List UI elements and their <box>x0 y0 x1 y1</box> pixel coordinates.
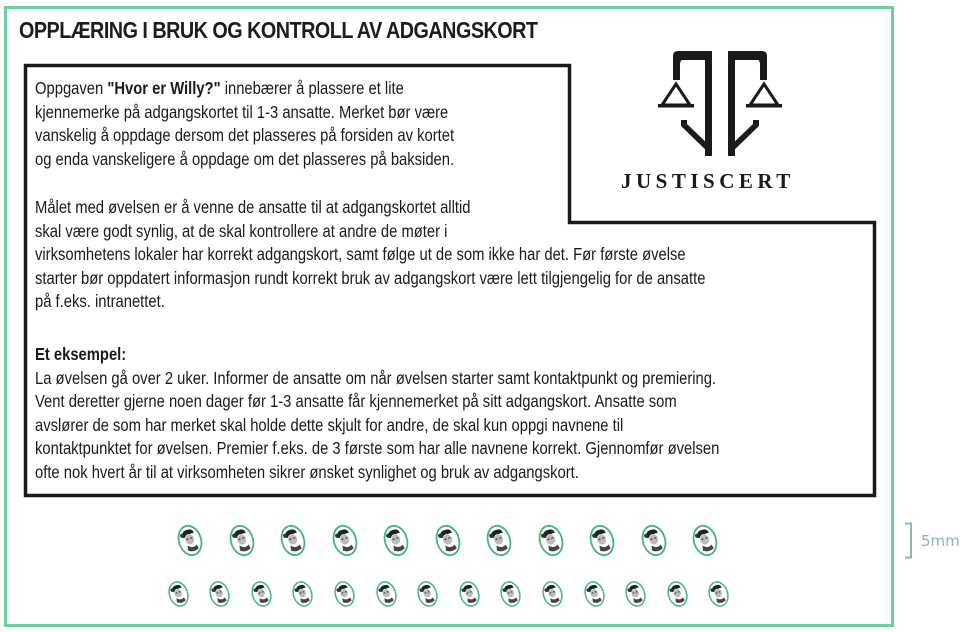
example-line: Vent deretter gjerne noen dager før 1-3 ansatte får kjennemerket på sitt adgangskort. Ansatte som <box>35 391 677 411</box>
willy-sticker-icon <box>458 579 481 609</box>
willy-sticker-icon <box>416 579 439 609</box>
intro-line: vanskelig å oppdage dersom det plasseres på forsiden av kortet <box>35 125 455 145</box>
intro-paragraph <box>35 77 454 171</box>
willy-sticker-icon <box>583 579 606 609</box>
intro-line: kjennemerke på adgangskortet til 1-3 ansatte. Merket bør være <box>35 101 449 122</box>
willy-sticker-icon <box>375 579 398 609</box>
willy-sticker-icon <box>541 579 564 609</box>
willy-sticker-icon <box>537 522 565 559</box>
goal-paragraph <box>35 196 705 314</box>
willy-sticker-icon <box>167 579 190 609</box>
willy-sticker-icon <box>208 579 231 609</box>
willy-sticker-icon <box>382 522 410 559</box>
intro-line: Oppgaven "Hvor er Willy?" innebærer å plassere et lite <box>35 78 404 98</box>
willy-sticker-icon <box>640 522 668 559</box>
willy-sticker-icon <box>228 522 256 559</box>
willy-sticker-icon <box>250 579 273 609</box>
goal-line: skal være godt synlig, at de skal kontrollere at andre de møter i <box>35 220 448 241</box>
willy-sticker-icon <box>331 522 359 559</box>
goal-line: på f.eks. intranettet. <box>35 291 165 311</box>
willy-sticker-icon <box>176 522 204 559</box>
example-paragraph <box>35 343 719 484</box>
willy-sticker-icon <box>691 522 719 559</box>
bracket-icon <box>904 522 916 560</box>
example-line: avslører de som har merket skal holde dette skjult for andre, de skal kun oppgi navnene til <box>35 414 624 435</box>
example-heading: Et eksempel: <box>35 344 127 364</box>
willy-sticker-icon <box>624 579 647 609</box>
willy-sticker-icon <box>499 579 522 609</box>
goal-line: starter bør oppdatert informasjon rundt korrekt bruk av adgangskort være lett tilgjengelig for de ansatte <box>35 267 706 288</box>
willy-sticker-icon <box>666 579 689 609</box>
goal-line: Målet med øvelsen er å venne de ansatte til at adgangskortet alltid <box>35 197 471 217</box>
page-title: OPPLÆRING I BRUK OG KONTROLL AV ADGANGSKORT <box>19 17 538 43</box>
intro-line: og enda vanskeligere å oppdage om det plasseres på baksiden. <box>35 148 455 169</box>
willy-sticker-icon <box>588 522 616 559</box>
willy-sticker-icon <box>291 579 314 609</box>
willy-sticker-icon <box>707 579 730 609</box>
example-line: ofte nok hvert år til at virksomheten sikrer ønsket synlighet og bruk av adgangskort. <box>35 461 579 482</box>
measure-label: 5mm <box>921 532 960 550</box>
brand-name: JUSTISCERT <box>621 169 795 193</box>
example-line: La øvelsen gå over 2 uker. Informer de ansatte om når øvelsen starter samt kontaktpunkt og premiering. <box>35 367 717 388</box>
willy-sticker-icon <box>279 522 307 559</box>
example-line: kontaktpunktet for øvelsen. Premier f.eks. de 3 første som har alle navnene korrekt. Gjennomfør øvelsen <box>35 438 720 458</box>
willy-sticker-icon <box>434 522 462 559</box>
goal-line: virksomhetens lokaler har korrekt adgangskort, samt følge ut de som ikke har det. Før første øvelse <box>35 244 686 264</box>
willy-sticker-icon <box>485 522 513 559</box>
task-name: "Hvor er Willy?" <box>107 78 221 98</box>
willy-sticker-icon <box>333 579 356 609</box>
